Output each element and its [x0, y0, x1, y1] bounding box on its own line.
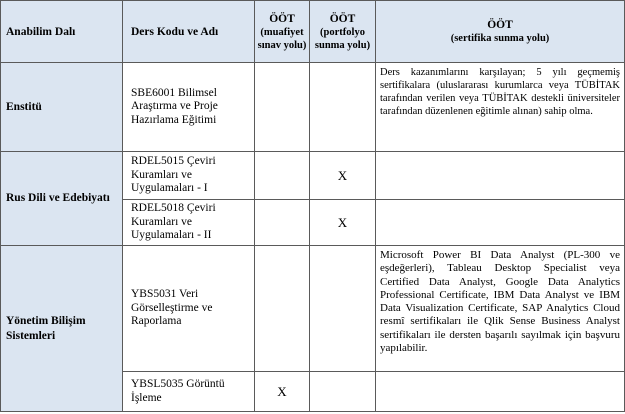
exam-cell: [255, 63, 310, 152]
header-portfolio-title: ÖÖT: [329, 12, 356, 25]
portfolio-cell: [310, 63, 376, 152]
header-row: [1, 1, 625, 63]
course-cell: SBE6001 Bilimsel Araştırma ve Proje Hazırlama Eğitimi: [123, 63, 255, 152]
header-course: Ders Kodu ve Adı: [123, 1, 255, 63]
course-cell: RDEL5015 Çeviri Kuramları ve Uygulamaları - I: [123, 152, 255, 200]
certificate-cell: Microsoft Power BI Data Analyst (PL-300 ve eşdeğerleri), Tableau Desktop Specialist veya Certified Data Analyst, Google Data Analytics Professional Certificate, IBM Data Analyst ve IBM Data Visualization Certificate, SAP Analytics Cloud resmî sertifikaları ile Qlik Sense Business Analyst sertifikaları ile dersten başarılı sayılmak için başvuru yapılabilir.: [376, 246, 625, 372]
department-cell: Yönetim Bilişim Sistemleri: [1, 246, 123, 412]
header-certificate-title: ÖÖT: [487, 19, 513, 31]
table-row: [1, 63, 625, 152]
portfolio-cell: [310, 246, 376, 372]
header-department: Anabilim Dalı: [1, 1, 123, 63]
exam-cell: [255, 200, 310, 246]
course-cell: YBSL5035 Görüntü İşleme: [123, 372, 255, 412]
header-exam-sub: (muafiyet sınav yolu): [257, 26, 307, 51]
header-certificate-sub: (sertifika sunma yolu): [450, 33, 550, 44]
header-exam-path: [255, 1, 310, 63]
table-row: [1, 246, 625, 372]
certificate-cell: Ders kazanımlarını karşılayan; 5 yılı geçmemiş sertifikalara (uluslararası kurumlarca veya TÜBİTAK tarafından verilen veya TÜBİTAK destekli üniversiteler tarafından düzenlenen eğitimle alınan) sahip olma.: [376, 63, 625, 152]
certificate-cell: [376, 152, 625, 200]
portfolio-cell: X: [310, 200, 376, 246]
portfolio-cell: [310, 372, 376, 412]
table-row: [1, 152, 625, 200]
header-certificate-path: [376, 1, 625, 63]
exam-cell: X: [255, 372, 310, 412]
course-cell: YBS5031 Veri Görselleştirme ve Raporlama: [123, 246, 255, 372]
portfolio-cell: X: [310, 152, 376, 200]
department-cell: Enstitü: [1, 63, 123, 152]
header-exam-title: ÖÖT: [269, 12, 295, 25]
header-portfolio-sub: (portfolyo sunma yolu): [314, 26, 371, 51]
department-cell: Rus Dili ve Edebiyatı: [1, 152, 123, 246]
certificate-cell: [376, 200, 625, 246]
exam-cell: [255, 246, 310, 372]
course-cell: RDEL5018 Çeviri Kuramları ve Uygulamaları - II: [123, 200, 255, 246]
header-portfolio-path: [310, 1, 376, 63]
certificate-cell: [376, 372, 625, 412]
exam-cell: [255, 152, 310, 200]
